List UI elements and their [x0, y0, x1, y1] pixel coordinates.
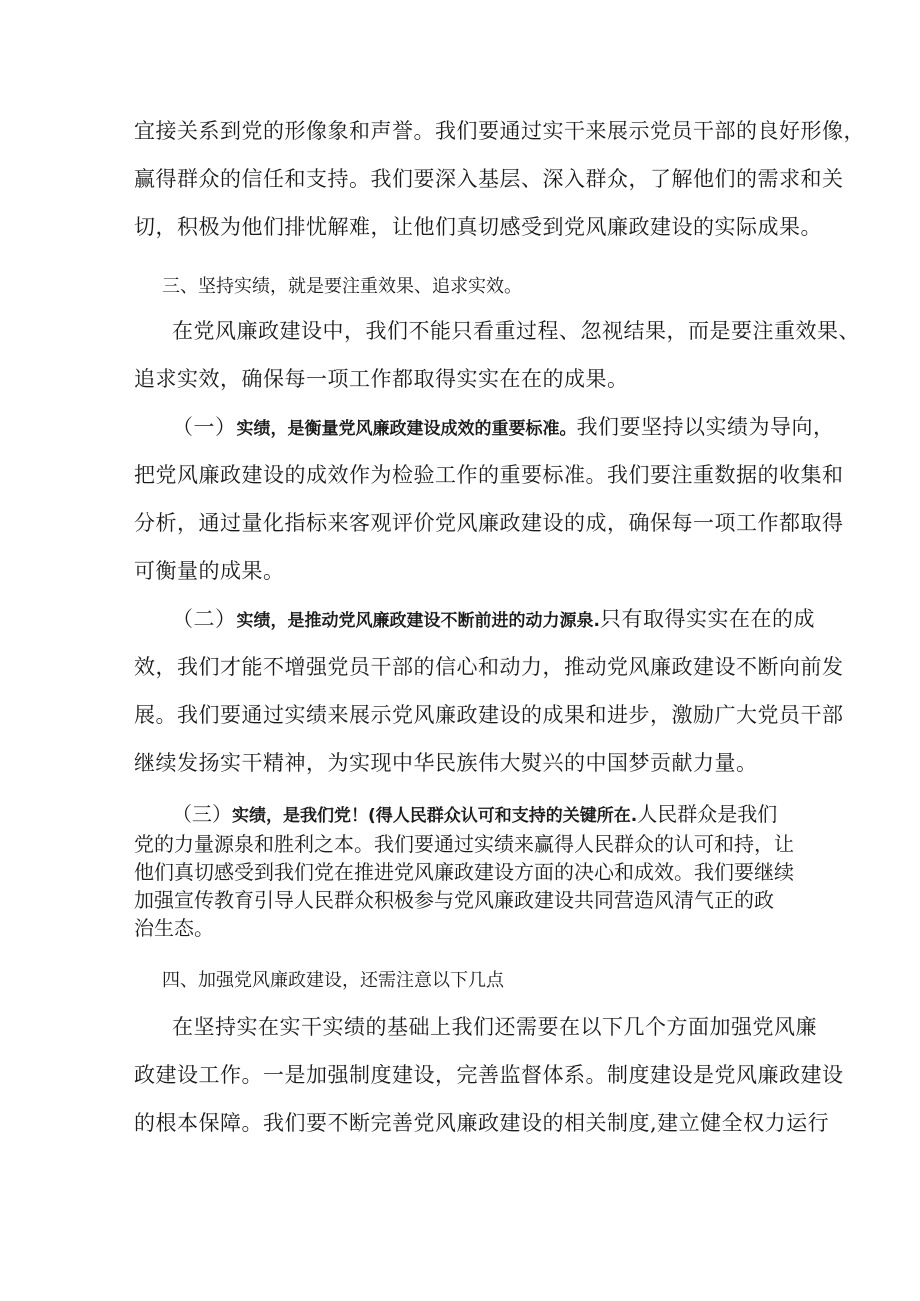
paragraph-line: 在党风廉政建设中，我们不能只看重过程、忽视结果，而是要注重效果、	[172, 319, 860, 343]
paragraph-line: 追求实效，确保每一项工作都取得实实在在的成果。	[134, 367, 629, 391]
subsection-1-line	[172, 412, 835, 444]
paragraph-line: 展。我们要通过实绩来展示党风廉政建设的成果和进步，激励广大党员干部	[134, 703, 844, 727]
subsection-number: （三）	[172, 802, 232, 826]
paragraph-line: 的根本保障。我们要不断完善党风廉政建设的相关制度,建立健全权力运行	[134, 1111, 830, 1135]
paragraph-line: 赢得群众的信任和支持。我们要深入基层、深入群众，了解他们的需求和关	[134, 167, 844, 191]
paragraph-line: 加强宣传教育引导人民群众积极参与党风廉政建设共同营造风清气正的政	[134, 888, 774, 912]
subsection-title: 实绩，是我们党！(得人民群众认可和支持的关键所在.	[232, 806, 638, 826]
section-heading-3: 三、坚持实绩，就是要注重效果、追求实效。	[162, 276, 522, 297]
subsection-title: 实绩，是推动党风廉政建设不断前进的动力源泉.	[236, 611, 600, 631]
paragraph-line: 可衡量的成果。	[134, 559, 285, 583]
paragraph-line: 在坚持实在实干实绩的基础上我们还需要在以下几个方面加强党风廉	[172, 1015, 817, 1039]
paragraph-line: 党的力量源泉和胜利之本。我们要通过实绩来赢得人民群众的认可和持，让	[134, 832, 794, 856]
paragraph-line: 他们真切感受到我们党在推进党风廉政建设方面的决心和成效。我们要继续	[134, 860, 794, 884]
subsection-title: 实绩，是衡量党风廉政建设成效的重要标准。	[236, 419, 577, 439]
subsection-3-line	[172, 800, 832, 830]
paragraph-line: 政建设工作。一是加强制度建设，完善监督体系。制度建设是党风廉政建设	[134, 1063, 844, 1087]
paragraph-line: 治生态。	[134, 916, 214, 940]
subsection-text: 只有取得实实在在的成	[599, 607, 815, 631]
paragraph-line: 分析，通过量化指标来客观评价党风廉政建设的成，确保每一项工作都取得	[134, 511, 844, 535]
section-heading-4: 四、加强党风廉政建设，还需注意以下几点	[162, 970, 504, 991]
subsection-number: （一）	[172, 415, 237, 439]
paragraph-line: 切，积极为他们排忧解难，让他们真切感受到党风廉政建设的实际成果。	[134, 215, 822, 239]
subsection-text: 人民群众是我们	[637, 802, 778, 826]
subsection-text: 我们要坚持以实绩为导向，	[576, 415, 835, 439]
paragraph-line: 效，我们才能不增强党员干部的信心和动力，推动党风廉政建设不断向前发	[134, 655, 844, 679]
paragraph-line: 把党风廉政建设的成效作为检验工作的重要标准。我们要注重数据的收集和	[134, 463, 844, 487]
paragraph-line: 宜接关系到党的形像象和声誉。我们要通过实干来展示党员干部的良好形像，	[134, 119, 865, 143]
subsection-2-line	[172, 604, 832, 636]
paragraph-line: 继续发扬实干精神，为实现中华民族伟大熨兴的中国梦贡献力量。	[134, 751, 758, 775]
subsection-number: （二）	[172, 607, 237, 631]
